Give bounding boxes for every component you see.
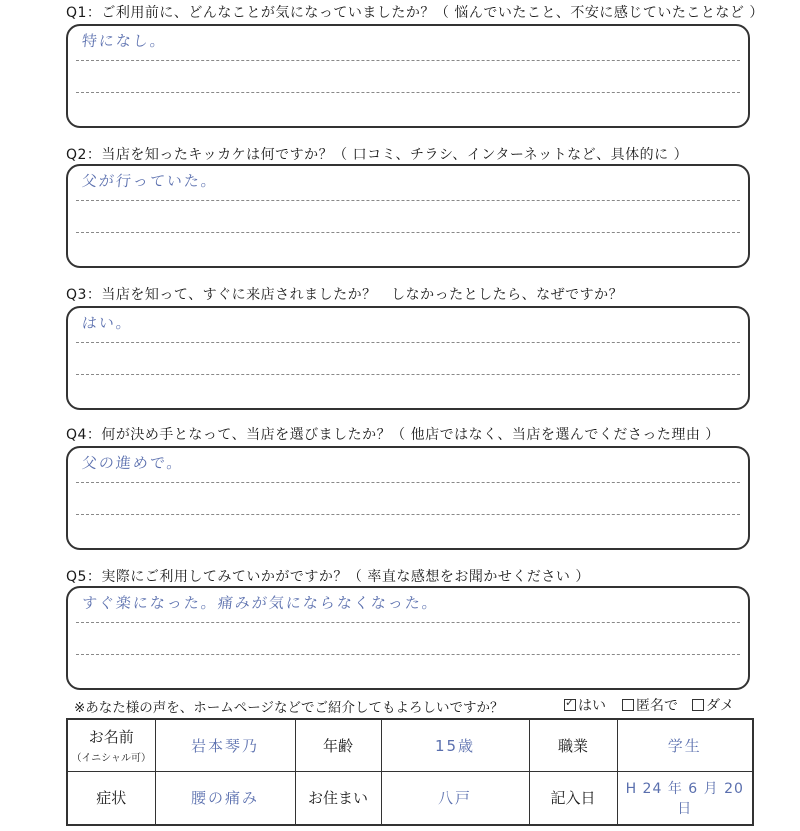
option-no-label: ダメ <box>706 698 734 714</box>
date-label: 記入日 <box>529 771 617 825</box>
name-sub-label: （イニシャル可） <box>71 753 151 765</box>
question-5-title: Q5：実際にご利用してみていかがですか？（ 率直な感想をお聞かせください ） <box>66 569 590 585</box>
age-label: 年齢 <box>295 719 381 771</box>
question-2-title: Q2：当店を知ったキッカケは何ですか？（ 口コミ、チラシ、インターネットなど、具体的に ） <box>66 147 689 163</box>
name-value: 岩本琴乃 <box>155 719 295 771</box>
answer-2-text: 父が行っていた。 <box>81 172 219 190</box>
answer-5-line <box>76 622 740 623</box>
name-label-cell <box>67 719 155 771</box>
answer-box-3 <box>66 306 750 410</box>
job-value: 学生 <box>617 719 753 771</box>
answer-1-line <box>76 60 740 61</box>
answer-4-line <box>76 482 740 483</box>
checkbox-no[interactable] <box>692 699 704 711</box>
date-value: H 24 年 6 月 20 日 <box>617 771 753 825</box>
option-anonymous[interactable] <box>622 695 678 715</box>
answer-box-2 <box>66 164 750 268</box>
age-value: 15歳 <box>381 719 529 771</box>
answer-3-line <box>76 374 740 375</box>
answer-box-4 <box>66 446 750 550</box>
option-yes[interactable] <box>564 695 606 715</box>
option-yes-label: はい <box>578 698 606 714</box>
answer-3-line <box>76 342 740 343</box>
answer-box-5 <box>66 586 750 690</box>
answer-5-text: すぐ楽になった。痛みが気にならなくなった。 <box>81 594 440 612</box>
checkbox-anonymous[interactable] <box>622 699 634 711</box>
answer-5-line <box>76 654 740 655</box>
address-value: 八戸 <box>381 771 529 825</box>
question-4-title: Q4：何が決め手となって、当店を選びましたか？（ 他店ではなく、当店を選んでくださった理由 ） <box>66 427 720 443</box>
name-label: お名前 <box>88 728 134 747</box>
answer-2-line <box>76 200 740 201</box>
option-no[interactable] <box>692 695 734 715</box>
permission-question: ※あなた様の声を、ホームページなどでご紹介してもよろしいですか？ <box>74 700 504 716</box>
respondent-info-table <box>66 718 754 826</box>
option-anonymous-label: 匿名で <box>636 698 678 714</box>
address-label: お住まい <box>295 771 381 825</box>
question-1-title: Q1：ご利用前に、どんなことが気になっていましたか？（ 悩んでいたこと、不安に感じていたことなど ） <box>66 5 764 21</box>
question-3-title: Q3：当店を知って、すぐに来店されましたか？ しなかったとしたら、なぜですか？ <box>66 287 624 303</box>
symptom-label: 症状 <box>67 771 155 825</box>
answer-2-line <box>76 232 740 233</box>
answer-1-text: 特になし。 <box>81 32 168 50</box>
answer-3-text: はい。 <box>81 314 134 332</box>
job-label: 職業 <box>529 719 617 771</box>
answer-4-text: 父の進めで。 <box>81 454 185 472</box>
answer-box-1 <box>66 24 750 128</box>
checkbox-yes[interactable] <box>564 699 576 711</box>
answer-1-line <box>76 92 740 93</box>
answer-4-line <box>76 514 740 515</box>
symptom-value: 腰の痛み <box>155 771 295 825</box>
